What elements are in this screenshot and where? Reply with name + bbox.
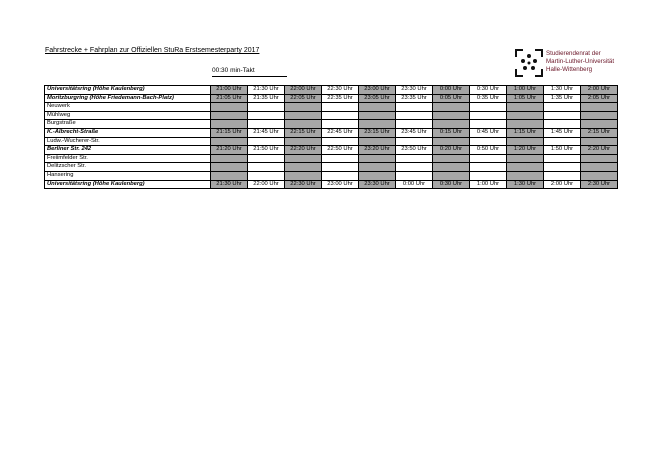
departure-time	[433, 111, 470, 120]
departure-time	[544, 137, 581, 146]
stop-name: Universitätsring (Höhe Kaulenberg)	[45, 86, 211, 95]
departure-time	[285, 120, 322, 129]
table-row	[45, 103, 618, 112]
table-row	[45, 128, 618, 137]
departure-time	[248, 137, 285, 146]
departure-time: 1:00 Uhr	[470, 180, 507, 189]
departure-time	[248, 103, 285, 112]
departure-time: 21:30 Uhr	[211, 180, 248, 189]
stop-name: Berliner Str. 242	[45, 146, 211, 155]
logo-line-3: Halle-Wittenberg	[546, 66, 593, 73]
departure-time: 0:30 Uhr	[470, 86, 507, 95]
departure-time	[470, 137, 507, 146]
departure-time	[470, 120, 507, 129]
table-row	[45, 146, 618, 155]
departure-time	[433, 137, 470, 146]
departure-time	[322, 120, 359, 129]
table-row	[45, 120, 618, 129]
departure-time: 23:50 Uhr	[396, 146, 433, 155]
departure-time: 2:15 Uhr	[581, 128, 618, 137]
departure-time	[359, 137, 396, 146]
departure-time	[285, 103, 322, 112]
table-row	[45, 111, 618, 120]
interval-underline	[212, 76, 287, 77]
departure-time: 0:30 Uhr	[433, 180, 470, 189]
departure-time: 23:00 Uhr	[359, 86, 396, 95]
departure-time	[359, 120, 396, 129]
interval-label: 00:30 min-Takt	[212, 67, 255, 74]
departure-time: 2:00 Uhr	[544, 180, 581, 189]
departure-time	[544, 163, 581, 172]
logo-line-2: Martin-Luther-Universität	[546, 58, 615, 65]
departure-time	[544, 120, 581, 129]
departure-time: 1:15 Uhr	[507, 128, 544, 137]
departure-time: 23:15 Uhr	[359, 128, 396, 137]
departure-time: 2:20 Uhr	[581, 146, 618, 155]
departure-time: 1:35 Uhr	[544, 94, 581, 103]
departure-time	[211, 163, 248, 172]
departure-time	[211, 137, 248, 146]
departure-time: 0:00 Uhr	[396, 180, 433, 189]
departure-time	[285, 137, 322, 146]
stop-name: Burgstraße	[45, 120, 211, 129]
stop-name: Mühlweg	[45, 111, 211, 120]
departure-time	[322, 111, 359, 120]
departure-time	[248, 163, 285, 172]
stura-logo-icon	[513, 47, 545, 79]
stura-logo	[513, 47, 633, 79]
departure-time: 21:00 Uhr	[211, 86, 248, 95]
departure-time	[285, 163, 322, 172]
departure-time	[396, 154, 433, 163]
departure-time	[433, 154, 470, 163]
departure-time: 0:15 Uhr	[433, 128, 470, 137]
departure-time	[544, 154, 581, 163]
departure-time: 1:30 Uhr	[507, 180, 544, 189]
departure-time: 23:30 Uhr	[359, 180, 396, 189]
departure-time	[470, 154, 507, 163]
departure-time: 22:30 Uhr	[322, 86, 359, 95]
departure-time: 22:00 Uhr	[285, 86, 322, 95]
table-row	[45, 137, 618, 146]
departure-time	[544, 171, 581, 180]
table-row	[45, 163, 618, 172]
departure-time: 2:00 Uhr	[581, 86, 618, 95]
departure-time	[396, 171, 433, 180]
departure-time	[322, 171, 359, 180]
departure-time: 0:05 Uhr	[433, 94, 470, 103]
departure-time	[396, 163, 433, 172]
departure-time: 1:50 Uhr	[544, 146, 581, 155]
departure-time	[322, 154, 359, 163]
departure-time	[470, 171, 507, 180]
stop-name: Ludw.-Wucherer-Str.	[45, 137, 211, 146]
departure-time	[359, 171, 396, 180]
departure-time	[581, 103, 618, 112]
stop-name: Freiimfelder Str.	[45, 154, 211, 163]
departure-time	[581, 111, 618, 120]
stop-name: Neuwerk	[45, 103, 211, 112]
departure-time	[211, 103, 248, 112]
departure-time	[581, 120, 618, 129]
departure-time	[211, 154, 248, 163]
departure-time: 0:45 Uhr	[470, 128, 507, 137]
departure-time: 23:00 Uhr	[322, 180, 359, 189]
departure-time	[507, 171, 544, 180]
departure-time	[433, 103, 470, 112]
departure-time	[211, 111, 248, 120]
table-row	[45, 171, 618, 180]
departure-time	[322, 137, 359, 146]
departure-time: 23:20 Uhr	[359, 146, 396, 155]
document-title: Fahrstrecke + Fahrplan zur Offiziellen StuRa Erstsemesterparty 2017	[45, 47, 260, 54]
departure-time: 1:05 Uhr	[507, 94, 544, 103]
departure-time: 0:50 Uhr	[470, 146, 507, 155]
departure-time: 23:35 Uhr	[396, 94, 433, 103]
departure-time: 21:50 Uhr	[248, 146, 285, 155]
departure-time: 22:35 Uhr	[322, 94, 359, 103]
departure-time: 0:35 Uhr	[470, 94, 507, 103]
departure-time	[470, 103, 507, 112]
departure-time: 21:30 Uhr	[248, 86, 285, 95]
departure-time: 22:45 Uhr	[322, 128, 359, 137]
departure-time	[433, 163, 470, 172]
departure-time: 22:50 Uhr	[322, 146, 359, 155]
departure-time	[507, 120, 544, 129]
departure-time: 23:30 Uhr	[396, 86, 433, 95]
departure-time	[396, 111, 433, 120]
departure-time: 21:05 Uhr	[211, 94, 248, 103]
departure-time	[359, 103, 396, 112]
departure-time: 21:15 Uhr	[211, 128, 248, 137]
departure-time: 1:45 Uhr	[544, 128, 581, 137]
departure-time: 22:05 Uhr	[285, 94, 322, 103]
table-row	[45, 180, 618, 189]
departure-time: 1:30 Uhr	[544, 86, 581, 95]
departure-time	[581, 137, 618, 146]
table-row	[45, 86, 618, 95]
departure-time	[433, 120, 470, 129]
departure-time	[470, 163, 507, 172]
departure-time	[285, 171, 322, 180]
departure-time	[359, 111, 396, 120]
departure-time: 0:00 Uhr	[433, 86, 470, 95]
departure-time: 23:05 Uhr	[359, 94, 396, 103]
departure-time: 21:35 Uhr	[248, 94, 285, 103]
departure-time	[507, 154, 544, 163]
departure-time: 21:20 Uhr	[211, 146, 248, 155]
departure-time	[507, 103, 544, 112]
stop-name: Universitätsring (Höhe Kaulenberg)	[45, 180, 211, 189]
stop-name: K.-Albrecht-Straße	[45, 128, 211, 137]
departure-time: 22:00 Uhr	[248, 180, 285, 189]
departure-time	[359, 154, 396, 163]
departure-time	[507, 163, 544, 172]
departure-time	[285, 154, 322, 163]
departure-time	[433, 171, 470, 180]
logo-line-1: Studierendenrat der	[546, 50, 601, 57]
departure-time	[507, 111, 544, 120]
departure-time	[285, 111, 322, 120]
departure-time	[396, 103, 433, 112]
departure-time	[544, 103, 581, 112]
departure-time	[248, 111, 285, 120]
departure-time	[581, 171, 618, 180]
departure-time	[211, 171, 248, 180]
departure-time: 2:05 Uhr	[581, 94, 618, 103]
departure-time: 22:20 Uhr	[285, 146, 322, 155]
departure-time: 0:20 Uhr	[433, 146, 470, 155]
logo-text	[546, 50, 614, 74]
departure-time	[211, 120, 248, 129]
departure-time: 1:00 Uhr	[507, 86, 544, 95]
departure-time	[248, 120, 285, 129]
departure-time	[359, 163, 396, 172]
departure-time	[322, 103, 359, 112]
departure-time: 1:20 Uhr	[507, 146, 544, 155]
table-row	[45, 154, 618, 163]
departure-time: 21:45 Uhr	[248, 128, 285, 137]
stop-name: Hansering	[45, 171, 211, 180]
stop-name: Moritzburgring (Höhe Friedemann-Bach-Platz)	[45, 94, 211, 103]
departure-time: 2:30 Uhr	[581, 180, 618, 189]
departure-time: 22:15 Uhr	[285, 128, 322, 137]
table-row	[45, 94, 618, 103]
departure-time	[470, 111, 507, 120]
departure-time	[322, 163, 359, 172]
departure-time	[581, 163, 618, 172]
departure-time	[544, 111, 581, 120]
timetable	[44, 85, 618, 189]
stop-name: Delitzscher Str.	[45, 163, 211, 172]
departure-time: 23:45 Uhr	[396, 128, 433, 137]
departure-time	[396, 120, 433, 129]
departure-time	[581, 154, 618, 163]
departure-time	[507, 137, 544, 146]
departure-time: 22:30 Uhr	[285, 180, 322, 189]
departure-time	[396, 137, 433, 146]
departure-time	[248, 154, 285, 163]
departure-time	[248, 171, 285, 180]
